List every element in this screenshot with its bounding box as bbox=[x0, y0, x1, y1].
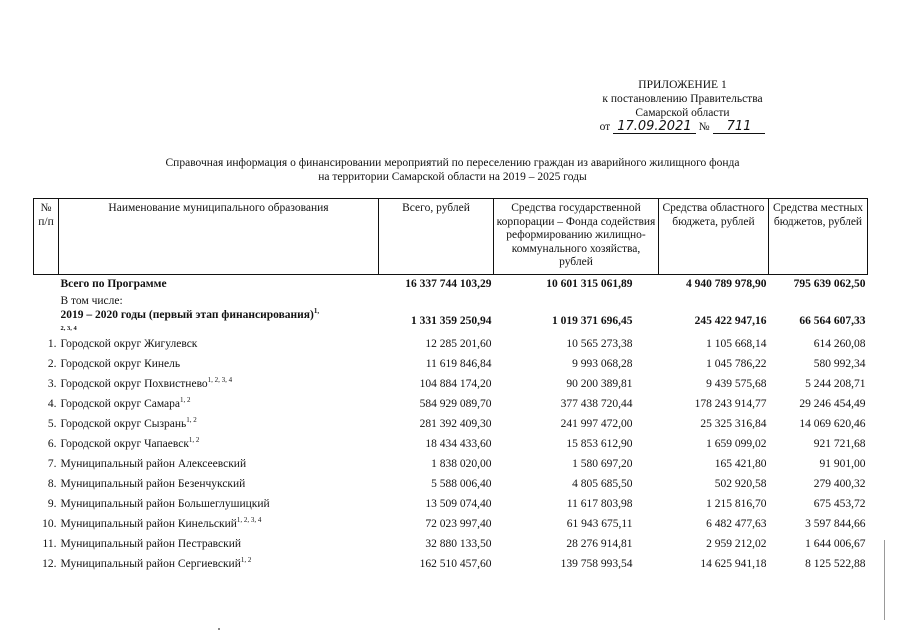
row-local: 921 721,68 bbox=[813, 438, 866, 450]
row-local: 29 246 454,49 bbox=[799, 398, 866, 410]
row-fund: 28 276 914,81 bbox=[566, 538, 633, 550]
municipality-name: Городской округ Кинель bbox=[60, 358, 181, 370]
table-row bbox=[34, 455, 868, 475]
row-local: 580 992,34 bbox=[813, 358, 866, 370]
row-number: 4. bbox=[47, 398, 57, 410]
row-local: 8 125 522,88 bbox=[805, 558, 866, 570]
municipality-name: Городской округ Сызрань$^{1, 2}$ bbox=[60, 416, 197, 430]
row-regional: 9 439 575,68 bbox=[706, 378, 767, 390]
col-header-fund: Средства государственной корпорации – Фонда содействия реформированию жилищно-коммунального хозяйства, рублей bbox=[494, 199, 659, 275]
col-header-num: № п/п bbox=[34, 199, 59, 275]
table-row bbox=[34, 475, 868, 495]
table-row bbox=[34, 375, 868, 395]
table-row bbox=[34, 535, 868, 555]
total-row-total: 16 337 744 103,29 bbox=[405, 278, 492, 290]
row-number: 12. bbox=[42, 558, 57, 570]
row-total: 13 509 074,40 bbox=[425, 498, 492, 510]
row-total: 104 884 174,20 bbox=[419, 378, 492, 390]
row-regional: 6 482 477,63 bbox=[706, 518, 767, 530]
row-fund: 241 997 472,00 bbox=[560, 418, 633, 430]
table-row bbox=[34, 355, 868, 375]
footnote-refs: 1, 2 bbox=[180, 396, 191, 404]
stage-row-label: 2019 – 2020 годы (первый этап финансирования)$^{1,}$ 2, 3, 4 bbox=[60, 306, 320, 332]
row-number: 7. bbox=[47, 458, 57, 470]
table-row bbox=[34, 495, 868, 515]
resolution-line: к постановлению Правительства bbox=[602, 93, 763, 105]
row-regional: 502 920,58 bbox=[714, 478, 767, 490]
table-row bbox=[34, 515, 868, 535]
row-total: 5 588 006,40 bbox=[431, 478, 492, 490]
row-fund: 61 943 675,11 bbox=[566, 518, 633, 530]
total-row bbox=[34, 274, 868, 295]
row-total: 11 619 846,84 bbox=[425, 358, 492, 370]
footnote-refs: 1, 2 bbox=[186, 416, 197, 424]
number-label: № bbox=[698, 121, 710, 133]
row-total: 281 392 409,30 bbox=[419, 418, 492, 430]
row-number: 11. bbox=[42, 538, 57, 550]
footnote-refs: 1, 2 bbox=[240, 556, 252, 564]
row-local: 3 597 844,66 bbox=[805, 518, 866, 530]
from-label: от bbox=[599, 121, 611, 133]
table-row bbox=[34, 415, 868, 435]
row-local: 1 644 006,67 bbox=[805, 538, 866, 550]
row-number: 8. bbox=[47, 478, 57, 490]
municipality-name: Городской округ Чапаевск$^{1, 2}$ bbox=[60, 436, 200, 450]
row-local: 5 244 208,71 bbox=[805, 378, 866, 390]
row-total: 162 510 457,60 bbox=[419, 558, 492, 570]
title-line-2: на территории Самарской области на 2019 – 2025 годы bbox=[318, 171, 587, 183]
row-fund: 4 805 685,50 bbox=[572, 478, 633, 490]
row-number: 9. bbox=[47, 498, 57, 510]
row-total: 584 929 089,70 bbox=[419, 398, 492, 410]
municipality-name: Муниципальный район Алексеевский bbox=[60, 458, 247, 470]
stage-row-regional: 245 422 947,16 bbox=[694, 315, 767, 327]
row-regional: 178 243 914,77 bbox=[694, 398, 767, 410]
row-regional: 165 421,80 bbox=[714, 458, 767, 470]
row-fund: 15 853 612,90 bbox=[566, 438, 633, 450]
municipality-name: Городской округ Похвистнево$^{1, 2, 3, 4}$ bbox=[60, 376, 233, 390]
table-row bbox=[34, 335, 868, 355]
row-regional: 2 959 212,02 bbox=[706, 538, 767, 550]
document-title bbox=[120, 156, 785, 184]
row-fund: 90 200 389,81 bbox=[566, 378, 633, 390]
row-regional: 25 325 316,84 bbox=[700, 418, 767, 430]
row-local: 14 069 620,46 bbox=[799, 418, 866, 430]
stage-row bbox=[34, 309, 868, 335]
row-regional: 1 215 816,70 bbox=[706, 498, 767, 510]
row-regional: 1 105 668,14 bbox=[706, 338, 767, 350]
row-number: 10. bbox=[42, 518, 57, 530]
row-number: 5. bbox=[47, 418, 57, 430]
row-total: 32 880 133,50 bbox=[425, 538, 492, 550]
row-total: 72 023 997,40 bbox=[425, 518, 492, 530]
total-row-fund: 10 601 315 061,89 bbox=[546, 278, 633, 290]
date-number-line bbox=[560, 120, 805, 134]
stage-footnote-refs-cont: 2, 3, 4 bbox=[60, 324, 77, 332]
row-total: 18 434 433,60 bbox=[425, 438, 492, 450]
row-number: 6. bbox=[47, 438, 57, 450]
including-row bbox=[34, 295, 868, 309]
row-fund: 10 565 273,38 bbox=[566, 338, 633, 350]
handwritten-date: 17.09.2021 bbox=[613, 120, 695, 134]
annex-label: ПРИЛОЖЕНИЕ 1 bbox=[638, 79, 727, 91]
document-header bbox=[560, 78, 805, 134]
municipality-name: Муниципальный район Безенчукский bbox=[60, 478, 246, 490]
table-row bbox=[34, 555, 868, 575]
stage-row-local: 66 564 607,33 bbox=[799, 315, 866, 327]
row-regional: 1 045 786,22 bbox=[706, 358, 767, 370]
col-header-total: Всего, рублей bbox=[379, 199, 494, 275]
municipality-name: Муниципальный район Кинельский$^{1, 2, 3, 4}$ bbox=[60, 516, 262, 530]
municipality-name: Городской округ Самара$^{1, 2}$ bbox=[60, 396, 191, 410]
stage-row-total: 1 331 359 250,94 bbox=[411, 315, 492, 327]
municipality-name: Городской округ Жигулевск bbox=[60, 338, 198, 350]
table-row bbox=[34, 435, 868, 455]
total-row-regional: 4 940 789 978,90 bbox=[686, 278, 767, 290]
right-margin-line bbox=[884, 540, 885, 620]
total-row-label: Всего по Программе bbox=[60, 278, 167, 290]
municipality-name: Муниципальный район Большеглушицкий bbox=[60, 498, 270, 510]
row-regional: 1 659 099,02 bbox=[706, 438, 767, 450]
handwritten-number: 711 bbox=[713, 120, 766, 134]
scan-dot bbox=[218, 628, 220, 630]
footnote-refs: 1, 2 bbox=[188, 436, 200, 444]
table-header-row bbox=[34, 199, 868, 275]
including-label: В том числе: bbox=[60, 295, 123, 307]
row-number: 2. bbox=[47, 358, 57, 370]
row-local: 279 400,32 bbox=[813, 478, 866, 490]
row-number: 1. bbox=[47, 338, 57, 350]
municipality-name: Муниципальный район Сергиевский$^{1, 2}$ bbox=[60, 556, 252, 570]
financing-table bbox=[33, 198, 868, 575]
stage-footnote-refs: 1, bbox=[313, 306, 320, 315]
row-fund: 1 580 697,20 bbox=[572, 458, 633, 470]
col-header-name: Наименование муниципального образования bbox=[59, 199, 379, 275]
footnote-refs: 1, 2, 3, 4 bbox=[236, 516, 262, 524]
row-total: 12 285 201,60 bbox=[425, 338, 492, 350]
municipality-name: Муниципальный район Пестравский bbox=[60, 538, 242, 550]
row-fund: 377 438 720,44 bbox=[560, 398, 633, 410]
row-fund: 9 993 068,28 bbox=[572, 358, 633, 370]
region-line: Самарской области bbox=[635, 107, 730, 119]
row-total: 1 838 020,00 bbox=[431, 458, 492, 470]
row-number: 3. bbox=[47, 378, 57, 390]
row-fund: 139 758 993,54 bbox=[560, 558, 633, 570]
title-line-1: Справочная информация о финансировании мероприятий по переселению граждан из аварийного жилищного фонда bbox=[165, 157, 740, 169]
row-fund: 11 617 803,98 bbox=[566, 498, 633, 510]
footnote-refs: 1, 2, 3, 4 bbox=[207, 376, 233, 384]
row-local: 614 260,08 bbox=[813, 338, 866, 350]
row-local: 675 453,72 bbox=[813, 498, 866, 510]
row-local: 91 901,00 bbox=[819, 458, 866, 470]
col-header-regional: Средства областного бюджета, рублей bbox=[659, 199, 769, 275]
row-regional: 14 625 941,18 bbox=[700, 558, 767, 570]
total-row-local: 795 639 062,50 bbox=[793, 278, 866, 290]
table-row bbox=[34, 395, 868, 415]
stage-row-fund: 1 019 371 696,45 bbox=[552, 315, 633, 327]
col-header-local: Средства местных бюджетов, рублей bbox=[769, 199, 868, 275]
